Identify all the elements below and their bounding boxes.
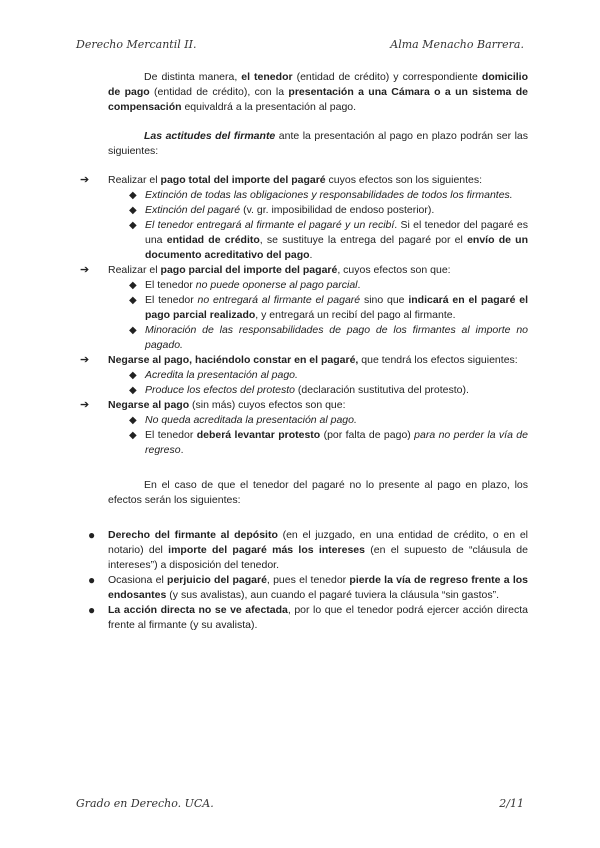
- sub-list-item: [129, 368, 528, 383]
- diamond-bullet-icon: ◆: [129, 430, 137, 441]
- text-run: Realizar el: [108, 174, 161, 186]
- text-run: indicará en el pagaré el pago parcial realizado: [145, 294, 528, 321]
- text-run: Minoración de las responsabilidades de pago de los firmantes al importe no pagado.: [145, 324, 528, 351]
- text-run: pierde la vía de regreso frente a los endosantes: [108, 574, 528, 601]
- text-run: . Si el tenedor del pagaré es una: [145, 219, 528, 246]
- list-item: [88, 528, 528, 573]
- sub-list-item: [129, 203, 528, 218]
- text-run: Realizar el: [108, 264, 161, 276]
- arrow-right-icon: ➔: [80, 174, 90, 186]
- text-run: No queda acreditada la presentación al pago.: [145, 414, 357, 426]
- text-run: , se sustituye la entrega del pagaré por el: [259, 234, 468, 246]
- text-run: El tenedor: [145, 294, 198, 306]
- effects-list: [88, 528, 528, 633]
- text-run: equivaldrá a la presentación al pago.: [181, 101, 357, 113]
- header-subject: Derecho Mercantil II.: [76, 38, 197, 51]
- text-run: deberá levantar protesto: [196, 429, 321, 441]
- arrow-right-icon: ➔: [80, 264, 90, 276]
- text-run: (por falta de pago): [320, 429, 415, 441]
- sub-list-item: [129, 188, 528, 203]
- text-run: perjuicio del pagaré: [167, 574, 267, 586]
- paragraph-late-presentation: [108, 478, 528, 508]
- text-run: que tendrá los efectos siguientes:: [358, 354, 518, 366]
- list-item: [80, 398, 528, 413]
- text-run: Extinción de todas las obligaciones y responsabilidades de todos los firmantes.: [145, 189, 513, 201]
- sub-list-item: [129, 428, 528, 458]
- text-run: no entregará al firmante el pagaré: [197, 294, 361, 306]
- text-run: , por lo que el tenedor podrá ejercer acción directa frente al firmante (y su avalista).: [108, 604, 528, 631]
- text-run: .: [309, 249, 313, 261]
- text-run: De distinta manera,: [144, 71, 242, 83]
- dot-bullet-icon: ●: [88, 528, 96, 542]
- diamond-bullet-icon: ◆: [129, 415, 137, 426]
- text-run: , y entregará un recibí del pago al firmante.: [255, 309, 456, 321]
- text-run: El tenedor entregará al firmante el pagaré y un recibí: [145, 219, 395, 231]
- diamond-bullet-icon: ◆: [129, 325, 137, 336]
- arrow-right-icon: ➔: [80, 399, 90, 411]
- text-run: , pues el tenedor: [266, 574, 350, 586]
- footer-course: Grado en Derecho. UCA.: [76, 797, 214, 810]
- diamond-bullet-icon: ◆: [129, 385, 137, 396]
- text-run: (entidad de crédito), con la: [149, 86, 289, 98]
- text-run: importe del pagaré más los intereses: [168, 544, 365, 556]
- text-run: En el caso de que el tenedor del pagaré no lo presente al pago en plazo, los efectos serán los siguientes:: [108, 479, 528, 506]
- document-body: [80, 70, 529, 633]
- text-run: (sin más) cuyos efectos son que:: [189, 399, 346, 411]
- diamond-bullet-icon: ◆: [129, 280, 137, 291]
- text-run: (v. gr. imposibilidad de endoso posterior).: [240, 204, 435, 216]
- text-run: (en el supuesto de “cláusula de intereses”) a disposición del tenedor.: [108, 544, 528, 571]
- text-run: (y sus avalistas), aun cuando el pagaré tuviera la cláusula “sin gastos”.: [166, 589, 500, 601]
- diamond-bullet-icon: ◆: [129, 205, 137, 216]
- text-run: envío de un documento acreditativo del pago: [145, 234, 529, 261]
- sub-list-item: [129, 293, 528, 323]
- dot-bullet-icon: ●: [88, 603, 96, 617]
- text-run: Las actitudes del firmante: [144, 130, 276, 142]
- text-run: entidad de crédito: [166, 234, 260, 246]
- text-run: El tenedor: [145, 429, 197, 441]
- text-run: Acredita la presentación al pago.: [145, 369, 298, 381]
- sub-list-item: [129, 383, 528, 398]
- text-run: Extinción del pagaré: [145, 204, 241, 216]
- diamond-bullet-icon: ◆: [129, 295, 137, 306]
- list-item: [88, 603, 528, 633]
- list-item: [80, 353, 528, 368]
- text-run: domicilio de pago: [108, 71, 528, 98]
- diamond-bullet-icon: ◆: [129, 370, 137, 381]
- sub-list-item: [129, 218, 529, 263]
- text-run: Negarse al pago: [108, 399, 190, 411]
- text-run: (en el juzgado, en una entidad de crédito, o en el notario) del: [108, 529, 528, 556]
- text-run: El tenedor: [145, 279, 196, 291]
- text-run: no puede oponerse al pago parcial: [195, 279, 358, 291]
- text-run: Derecho del firmante al depósito: [108, 529, 278, 541]
- attitudes-list: [80, 173, 529, 458]
- diamond-bullet-icon: ◆: [129, 190, 137, 201]
- text-run: pago parcial del importe del pagaré: [160, 264, 338, 276]
- text-run: .: [180, 444, 184, 456]
- arrow-right-icon: ➔: [80, 354, 90, 366]
- text-run: ante la presentación al pago en plazo podrán ser las siguientes:: [108, 130, 528, 157]
- text-run: Produce los efectos del protesto: [145, 384, 296, 396]
- text-run: (declaración sustitutiva del protesto).: [295, 384, 469, 396]
- text-run: el tenedor: [241, 71, 293, 83]
- dot-bullet-icon: ●: [88, 573, 96, 587]
- sub-list-item: [129, 278, 528, 293]
- text-run: , cuyos efectos son que:: [337, 264, 451, 276]
- sub-list-item: [129, 413, 528, 428]
- paragraph-presentation: [108, 70, 528, 115]
- page-number: 2/11: [499, 797, 524, 810]
- diamond-bullet-icon: ◆: [129, 220, 137, 231]
- text-run: (entidad de crédito) y correspondiente: [292, 71, 482, 83]
- text-run: para no perder la vía de regreso: [145, 429, 528, 456]
- paragraph-attitudes: [108, 129, 528, 159]
- text-run: Negarse al pago, haciéndolo constar en el pagaré,: [108, 354, 359, 366]
- text-run: pago total del importe del pagaré: [160, 174, 326, 186]
- header-author: Alma Menacho Barrera.: [390, 38, 524, 51]
- list-item: [80, 173, 528, 188]
- text-run: La acción directa no se ve afectada: [108, 604, 288, 616]
- list-item: [80, 263, 528, 278]
- list-item: [88, 573, 528, 603]
- text-run: sino que: [360, 294, 409, 306]
- text-run: cuyos efectos son los siguientes:: [325, 174, 483, 186]
- text-run: .: [357, 279, 361, 291]
- text-run: Ocasiona el: [108, 574, 168, 586]
- sub-list-item: [129, 323, 528, 353]
- text-run: presentación a una Cámara o a un sistema de compensación: [108, 86, 528, 113]
